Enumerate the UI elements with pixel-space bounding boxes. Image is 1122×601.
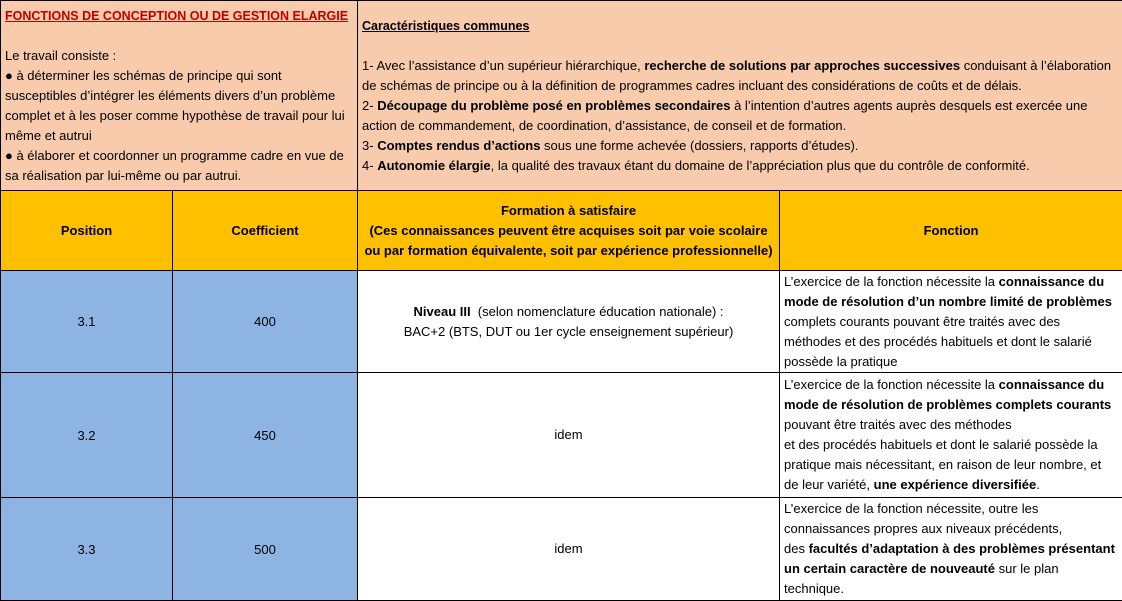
fonction-cell[interactable]: L’exercice de la fonction nécessite, outre les connaissances propres aux niveaux précédents, des facultés d’adaptation à des problèmes présentant un certain caractère de nouveauté sur le plan technique. <box>780 498 1122 601</box>
formation-line: Niveau III (selon nomenclature éducation nationale) : <box>358 302 779 322</box>
table-row <box>1 373 1122 498</box>
fonction-cell[interactable]: L’exercice de la fonction nécessite la connaissance du mode de résolution d’un nombre limité de problèmes complets courants pouvant être traités avec des méthodes et des procédés habituels et dont le salarié possède la pratique <box>780 271 1122 373</box>
table-row <box>1 271 1122 373</box>
coefficient-cell[interactable]: 500 <box>173 498 358 601</box>
header-fonction[interactable]: Fonction <box>780 191 1122 271</box>
characteristic-item: 1- Avec l’assistance d’un supérieur hiérarchique, recherche de solutions par approches successives conduisant à l’élaboration de schémas de principe ou à la définition de programmes cadres incluant des considérations de coûts et de délais. <box>362 56 1118 96</box>
position-cell[interactable]: 3.2 <box>1 373 173 498</box>
header-formation[interactable] <box>358 191 780 271</box>
table-row <box>1 498 1122 601</box>
header-formation-note: (Ces connaissances peuvent être acquises soit par voie scolaire ou par formation équivalente, soit par expérience professionnelle) <box>364 221 773 261</box>
left-title: FONCTIONS DE CONCEPTION OU DE GESTION ELARGIE <box>5 6 353 26</box>
formation-cell[interactable]: idem <box>358 498 780 601</box>
header-row <box>1 191 1122 271</box>
coefficient-cell[interactable]: 450 <box>173 373 358 498</box>
formation-line: BAC+2 (BTS, DUT ou 1er cycle enseignement supérieur) <box>358 322 779 342</box>
position-cell[interactable]: 3.3 <box>1 498 173 601</box>
formation-cell[interactable] <box>358 271 780 373</box>
header-coefficient[interactable]: Coefficient <box>173 191 358 271</box>
characteristic-item: 4- Autonomie élargie, la qualité des travaux étant du domaine de l’appréciation plus que du contrôle de conformité. <box>362 156 1118 176</box>
characteristic-item: 2- Découpage du problème posé en problèmes secondaires à l’intention d’autres agents auprès desquels est exercée une action de commandement, de coordination, d’assistance, de conseil et de formation. <box>362 96 1118 136</box>
position-cell[interactable]: 3.1 <box>1 271 173 373</box>
header-position[interactable]: Position <box>1 191 173 271</box>
left-intro-text: Le travail consiste : <box>5 46 353 66</box>
left-bullet: ● à déterminer les schémas de principe qui sont susceptibles d’intégrer les éléments divers d’un problème complet et à les poser comme hypothèse de travail pour lui même et autrui <box>5 66 353 146</box>
coefficient-cell[interactable]: 400 <box>173 271 358 373</box>
description-row <box>1 1 1122 191</box>
header-formation-title: Formation à satisfaire <box>364 201 773 221</box>
left-description-cell[interactable] <box>1 1 358 191</box>
right-description-cell[interactable] <box>358 1 1122 191</box>
right-title: Caractéristiques communes <box>362 16 1118 36</box>
left-bullet: ● à élaborer et coordonner un programme cadre en vue de sa réalisation par lui-même ou par autrui. <box>5 146 353 186</box>
formation-cell[interactable]: idem <box>358 373 780 498</box>
characteristic-item: 3- Comptes rendus d’actions sous une forme achevée (dossiers, rapports d’études). <box>362 136 1118 156</box>
fonction-cell[interactable]: L’exercice de la fonction nécessite la connaissance du mode de résolution de problèmes complets courants pouvant être traités avec des méthodes et des procédés habituels et dont le salarié possède la pratique mais nécessitant, en raison de leur nombre, et de leur variété, une expérience diversifiée. <box>780 373 1122 498</box>
